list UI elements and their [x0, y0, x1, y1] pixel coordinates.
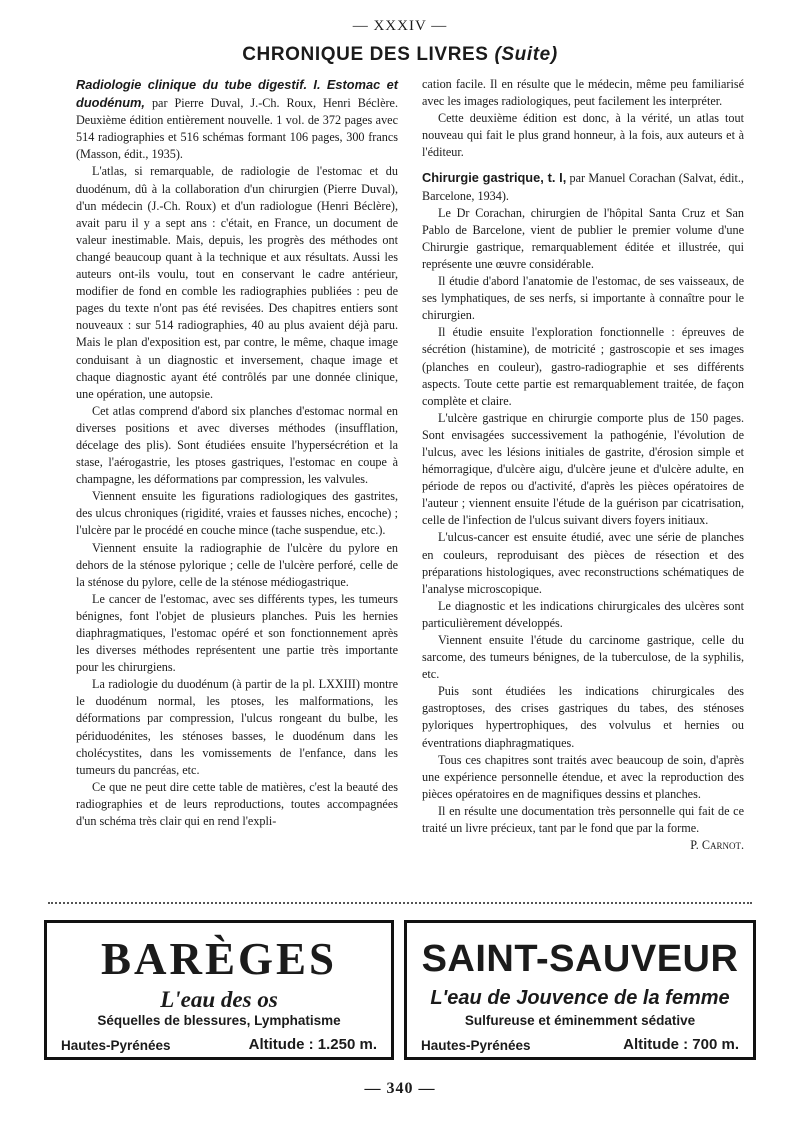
review-title: Chirurgie gastrique, t. I,: [422, 170, 567, 186]
left-column: [76, 76, 398, 830]
paragraph: Puis sont étudiées les indications chirurgicales des gastroptoses, des crises gastriques du tabes, des sténoses pyloriques hypertrophiques, des volvulus et hernies ou éventrations diaphragmatiques.: [422, 684, 744, 750]
ad-description: Séquelles de blessures, Lymphatisme: [97, 1013, 341, 1028]
paragraph: Le diagnostic et les indications chirurgicales des ulcères sont particulièrement développés.: [422, 598, 744, 630]
paragraph: L'ulcus-cancer est ensuite étudié, avec une série de planches en couleurs, reproduisant des pièces de résection et des préparations histologiques, avec reconstructions schématiques de l'analyse microscopique.: [422, 530, 744, 596]
paragraph: Cette deuxième édition est donc, à la vérité, un atlas tout nouveau qui fait le plus grand honneur, à la fois, aux auteurs et à l'éditeur.: [422, 111, 744, 160]
dotted-divider: [48, 902, 752, 904]
ad-saint-sauveur: [404, 920, 756, 1060]
paragraph: L'atlas, si remarquable, de radiologie de l'estomac et du duodénum, dû à la collaboration d'un chirurgien (Pierre Duval), d'un médecin (J.-Ch. Roux) et d'un radiologue (Henri Béclère), avait paru il y a sept ans : c'était, en France, un document de valeur inestimable. Mais, depuis, les progrès des méthodes ont changé beaucoup quant à la technique et aux résultats. Aussi les auteurs ont-ils voulu, tout en conservant le cadre antérieur, modifier de fond en comble les radiographies publiées : peu de pages du texte n'ont pas été revisées. Des chapitres entiers sont nouveaux : sur 514 radiographies, 40 au plus avaient déjà paru. Mais le plan d'exposition est, par contre, le même, chaque image conduisant à un diagnostic et inversement, chaque image et chaque diagnostic ayant été contrôlés par une donnée clinique, une opération, une autopsie.: [76, 164, 398, 401]
ad-description: Sulfureuse et éminemment sédative: [464, 1013, 696, 1028]
page-folio: — 340 —: [364, 1080, 436, 1097]
review-title: Radiologie clinique du tube digestif. I. Estomac et duodénum,: [76, 77, 398, 111]
paragraph: Viennent ensuite les figurations radiologiques des gastrites, des ulcus chroniques (rigidité, vraies et fausses niches, encoche) ; l'ulcère par le procédé en couche mince (tache suspendue, etc.).: [76, 489, 398, 538]
ad-location: Hautes-Pyrénées: [421, 1038, 531, 1053]
signature: P. Carnot.: [690, 838, 744, 853]
paragraph: Ce que ne peut dire cette table de matières, c'est la beauté des radiographies et de leurs reproductions, toutes accompagnées d'un schéma très clair qui en rend l'expli-: [76, 779, 398, 829]
ad-location: Hautes-Pyrénées: [61, 1038, 171, 1053]
right-column: [422, 76, 744, 854]
page-roman-numeral: — XXXIV —: [352, 18, 448, 34]
section-title: [0, 44, 800, 66]
review-byline: par Manuel Corachan (Salvat, édit., Barcelone, 1934).: [422, 171, 744, 203]
ad-brand: SAINT-SAUVEUR: [421, 938, 739, 980]
review-separator: [422, 161, 744, 169]
advertisements: [44, 920, 756, 1066]
review-heading-radiologie: [76, 76, 398, 163]
paragraph: Tous ces chapitres sont traités avec beaucoup de soin, d'après une expérience personnelle étendue, et avec la reproduction des pièces opératoires en de magnifiques dessins et planches.: [422, 752, 744, 801]
ad-altitude: Altitude : 1.250 m.: [248, 1036, 377, 1053]
ad-brand: BARÈGES: [100, 934, 338, 984]
review-heading-chirurgie: [422, 169, 744, 204]
paragraph: Viennent ensuite l'étude du carcinome gastrique, celle du sarcome, des tumeurs bénignes, de la tuberculose, de la syphilis, etc.: [422, 633, 744, 682]
paragraph: Il en résulte une documentation très personnelle qui fait de ce traité un livre précieux, tant par le fond que par la forme.: [422, 803, 744, 836]
ad-bareges: [44, 920, 394, 1060]
review-byline: par Pierre Duval, J.-Ch. Roux, Henri Béclère. Deuxième édition entièrement nouvelle. 1 vol. de 372 pages avec 514 radiographies et 516 schémas formant 106 pages, 300 francs (Masson, édit., 1935).: [76, 96, 398, 162]
paragraph: La radiologie du duodénum (à partir de la pl. LXXIII) montre le duodénum normal, les ptoses, les malformations, les déformations par compression, l'ulcus rongeant du bulbe, les périduodénites, les sténoses basses, le duodénum dans les cholécystites, dans les vomissements de l'enfance, dans les tumeurs du pancréas, etc.: [76, 677, 398, 777]
paragraph: Il étudie ensuite l'exploration fonctionnelle : épreuves de sécrétion (histamine), de motricité ; gastroscopie et ses images (planches en couleur), gastro-radiographie et ses différents aspects. Toute cette partie est remarquablement traitée, de façon complète et claire.: [422, 325, 744, 408]
paragraph: Le cancer de l'estomac, avec ses différents types, les tumeurs bénignes, font l'objet de plusieurs planches. Puis les hernies diaphragmatiques, l'estomac opéré et son fonctionnement après les diverses méthodes représentent une partie très importante pour les chirurgiens.: [76, 591, 398, 675]
paragraph: cation facile. Il en résulte que le médecin, même peu familiarisé avec les images radiologiques, peut facilement les interpréter.: [422, 77, 744, 109]
ad-altitude: Altitude : 700 m.: [623, 1036, 739, 1053]
paragraph: Il étudie d'abord l'anatomie de l'estomac, de ses vaisseaux, de ses lymphatiques, de ses nerfs, si importante à connaître pour le chirurgien.: [422, 274, 744, 323]
paragraph: Viennent ensuite la radiographie de l'ulcère du pylore en dehors de la sténose pylorique ; celle de l'ulcère perforé, celle de la sténose du pylore, celle de la sténose médiogastrique.: [76, 540, 398, 589]
paragraph: Cet atlas comprend d'abord six planches d'estomac normal en diverses positions et avec diverses méthodes (insufflation, décelage des plis). Sont étudiées ensuite l'hypersécrétion et la stase, l'aérogastrie, les ptoses gastriques, l'estomac en coupe à champagne, les déformations par compression, les valvules.: [76, 403, 398, 487]
paragraph: L'ulcère gastrique en chirurgie comporte plus de 150 pages. Sont envisagées successivement la pathogénie, l'évolution de l'ulcus, avec les lésions initiales de gastrite, d'érosion simple et hémorragique, d'ulcère aigu, d'ulcère jeune et d'ulcère adulte, en période de repos ou d'activité, d'après les pièces opératoires de l'auteur ; viennent ensuite l'étude de la guérison par cicatrisation, celle de l'infection de l'ulcus suivant divers foyers initiaux.: [422, 410, 744, 528]
ad-slogan: L'eau de Jouvence de la femme: [430, 987, 730, 1009]
section-title-text: CHRONIQUE DES LIVRES: [242, 44, 489, 65]
section-title-suite: (Suite): [494, 44, 558, 65]
ad-slogan: L'eau des os: [160, 987, 278, 1012]
paragraph: Le Dr Corachan, chirurgien de l'hôpital Santa Cruz et San Pablo de Barcelone, vient de publier le premier volume d'une Chirurgie gastrique, remarquablement éditée et illustrée, qui représente une œuvre considérable.: [422, 205, 744, 271]
